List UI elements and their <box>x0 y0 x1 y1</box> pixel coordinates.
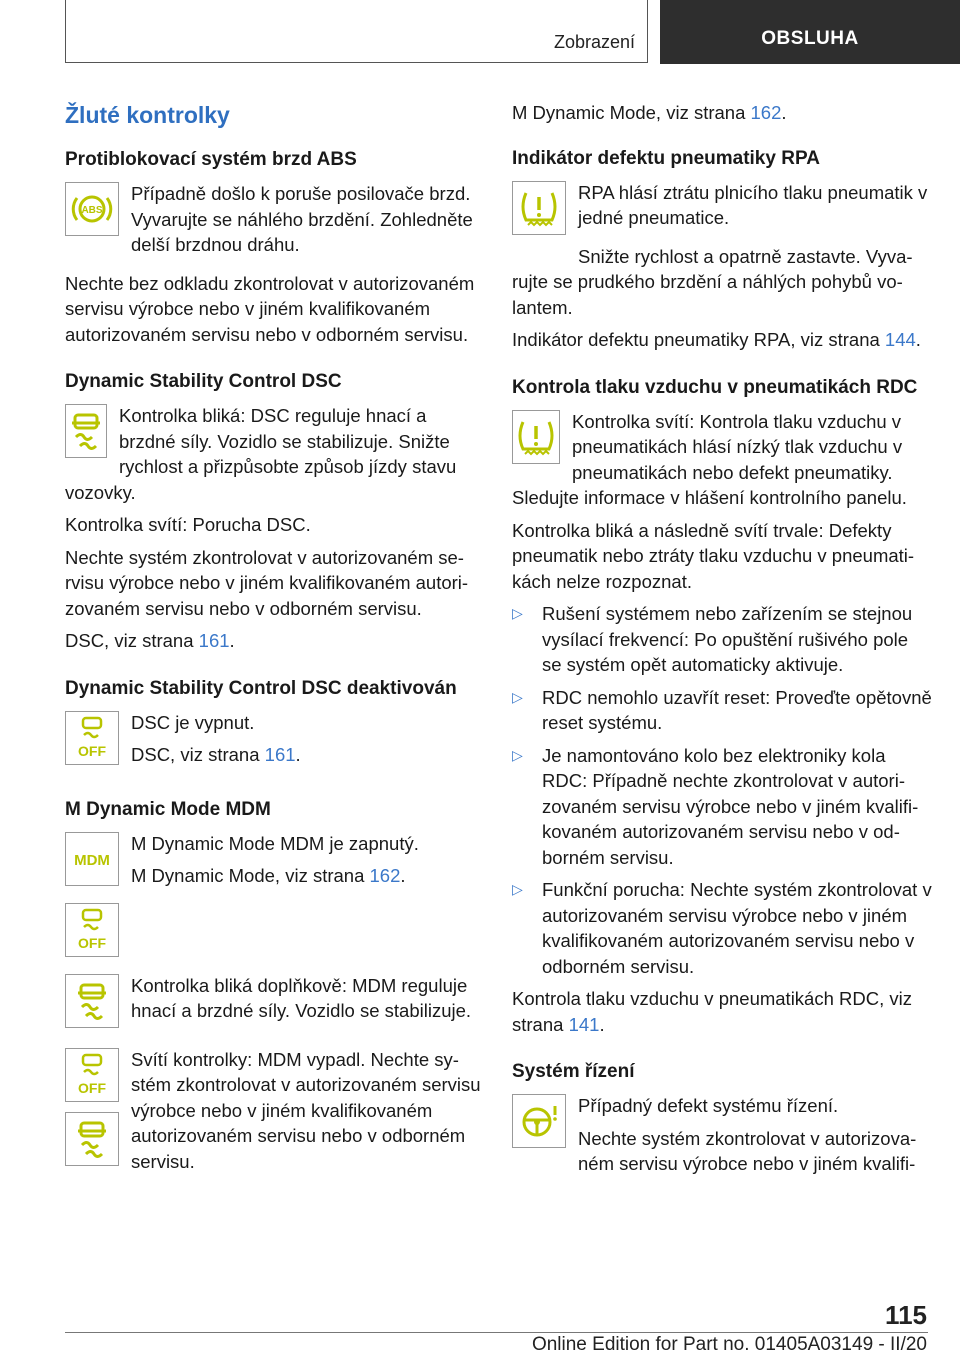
mdm-lamp <box>65 831 485 896</box>
dsc-off-reference: DSC, viz strana 161. <box>131 744 301 765</box>
list-item: ▷ Rušení systémem nebo zařízením se stejnou vysílací frekvencí: Po opuštění rušivého pole se systém opět automaticky aktivuje. <box>512 603 913 675</box>
page-link[interactable]: 144 <box>884 329 916 350</box>
rdc-p1: Kontrolka bliká a následně svítí trvale: Defekty pneumatik nebo ztráty tlaku vzduchu v pneumatikách nelze rozpoznat. <box>512 519 915 592</box>
dsc-off-heading: Dynamic Stability Control DSC deaktivován <box>65 677 457 699</box>
dsc-heading: Dynamic Stability Control DSC <box>65 371 342 392</box>
dsc-skid-icon <box>65 404 107 458</box>
rpa-reference: Indikátor defektu pneumatiky RPA, viz strana 144. <box>512 329 921 350</box>
list-item: ▷ Je namontováno kolo bez elektroniky kola RDC: Případně nechte zkontrolovat v autorizovaném servisu výrobce nebo v jiném kvalifikovaném autorizovaném servisu nebo v odborném servisu. <box>512 744 919 868</box>
dsc-skid-icon <box>65 974 119 1028</box>
rdc-lamp-text: Kontrolka svítí: Kontrola tlaku vzduchu v pneumatikách hlásí nízký tlak vzduchu v pneumatikách nebo defekt pneumatiky. Sledujte informace v hlášení kontrolního panelu. <box>512 410 907 508</box>
rpa-lamp-text2: Snižte rychlost a opatrně zastavte. Vyvarujte se prudkého brzdění a náhlých pohybů volantem. <box>512 245 913 318</box>
list-item: ▷ RDC nemohlo uzavřít reset: Proveďte opětovně reset systému. <box>512 686 932 733</box>
triangle-bullet-icon: ▷ <box>512 688 523 705</box>
steering-lamp-text2: Nechte systém zkontrolovat v autorizovaném servisu výrobce nebo v jiném kvalifi- <box>578 1127 917 1174</box>
steering-lamp <box>512 1093 932 1184</box>
rdc-heading: Kontrola tlaku vzduchu v pneumatikách RDC <box>512 376 918 398</box>
svg-text:MDM: MDM <box>74 851 110 869</box>
tire-pressure-icon <box>512 410 560 464</box>
steering-heading: Systém řízení <box>512 1061 635 1082</box>
dsc-off-lamp-text: DSC je vypnut. <box>131 711 255 733</box>
page-link[interactable]: 162 <box>750 102 782 123</box>
dsc-off-icon <box>65 903 119 957</box>
triangle-bullet-icon: ▷ <box>512 881 523 897</box>
dsc-reference: DSC, viz strana 161. <box>65 630 235 651</box>
abs-heading: Protiblokovací systém brzd ABS <box>65 149 357 170</box>
mdm-blink-lamp <box>65 973 485 1031</box>
list-item: ▷ Funkční porucha: Nechte systém zkontrolovat v autorizovaném servisu výrobce nebo v jiném kvalifikovaném autorizovaném servisu nebo v odborném servisu. <box>512 879 932 977</box>
dsc-off-icon <box>65 1048 119 1102</box>
abs-warning-icon <box>65 182 119 236</box>
page-link[interactable]: 161 <box>198 630 230 651</box>
dsc-off-lamp <box>65 710 485 775</box>
header-chapter-tab: OBSLUHA <box>660 0 960 64</box>
steering-lamp-text1: Případný defekt systému řízení. <box>578 1095 839 1116</box>
mdm-lamp-text: M Dynamic Mode MDM je zapnutý. <box>131 832 419 854</box>
footer-edition: Online Edition for Part no. 01405A03149 - II/20 <box>531 1334 927 1355</box>
mdm-reference: M Dynamic Mode, viz strana 162. <box>131 865 406 886</box>
triangle-bullet-icon: ▷ <box>512 746 523 763</box>
rpa-heading: Indikátor defektu pneumatiky RPA <box>512 147 820 169</box>
header-section-title: Zobrazení <box>553 32 635 52</box>
mdm-failure-text: Svítí kontrolky: MDM vypadl. Nechte systém zkontrolovat v autorizovaném servisu výrobce nebo v jiném kvalifikovaném autorizovaném servisu nebo v odborném servisu. <box>131 1048 481 1172</box>
dsc-off-icon <box>65 711 119 765</box>
rdc-reference: Kontrola tlaku vzduchu v pneumatikách RDC, viz strana 141. <box>512 988 912 1035</box>
abs-lamp <box>65 181 485 265</box>
dsc-p1: Kontrolka svítí: Porucha DSC. <box>65 514 311 535</box>
rpa-lamp <box>512 180 932 238</box>
tire-pressure-icon <box>512 181 566 235</box>
triangle-bullet-icon: ▷ <box>512 605 523 621</box>
dsc-lamp <box>65 403 485 505</box>
mdm-blink-text: Kontrolka bliká doplňkově: MDM reguluje hnací a brzdné síly. Vozidlo se stabilizuje. <box>131 974 472 1021</box>
dsc-p2: Nechte systém zkontrolovat v autorizovaném servisu výrobce nebo v jiném kvalifikovaném autorizovaném servisu nebo v odborném servisu. <box>65 546 469 619</box>
footer-divider <box>65 1332 928 1333</box>
svg-text:OFF: OFF <box>78 1079 106 1096</box>
mdm-continued-reference: M Dynamic Mode, viz strana 162. <box>512 102 787 123</box>
abs-body: Nechte bez odkladu zkontrolovat v autorizovaném servisu výrobce nebo v jiném kvalifikovaném autorizovaném servisu nebo v odborném servisu. <box>65 272 475 345</box>
left-column <box>65 100 485 1187</box>
page-number: 115 <box>885 1300 927 1330</box>
abs-lamp-text: Případně došlo k poruše posilovače brzd. Vyvarujte se náhlého brzdění. Zohledněte delší brzdnou dráhu. <box>131 183 473 255</box>
rdc-bullet-list <box>512 601 932 979</box>
page-link[interactable]: 162 <box>369 865 401 886</box>
dsc-lamp-text: Kontrolka bliká: DSC reguluje hnací a brzdné síly. Vozidlo se stabilizuje. Snižte rychlost a přizpůsobte způsob jízdy stavu vozovky. <box>65 405 457 503</box>
rpa-lamp-text1: RPA hlásí ztrátu plnicího tlaku pneumatik v jedné pneumatice. <box>578 181 928 228</box>
dsc-skid-icon <box>65 1112 119 1166</box>
mdm-failure-lamp <box>65 1047 485 1182</box>
mdm-heading: M Dynamic Mode MDM <box>65 798 271 820</box>
page-link[interactable]: 141 <box>568 1013 600 1035</box>
right-column <box>512 100 932 1190</box>
mdm-icon <box>65 832 119 886</box>
page-link[interactable]: 161 <box>264 744 296 765</box>
section-title: Žluté kontrolky <box>65 102 230 128</box>
mdm-dsc-off-lamp <box>65 902 485 957</box>
svg-text:ABS: ABS <box>81 205 103 216</box>
svg-text:OFF: OFF <box>78 934 106 951</box>
steering-wheel-warning-icon <box>512 1094 566 1148</box>
rdc-lamp <box>512 409 932 511</box>
svg-text:OFF: OFF <box>78 742 106 759</box>
